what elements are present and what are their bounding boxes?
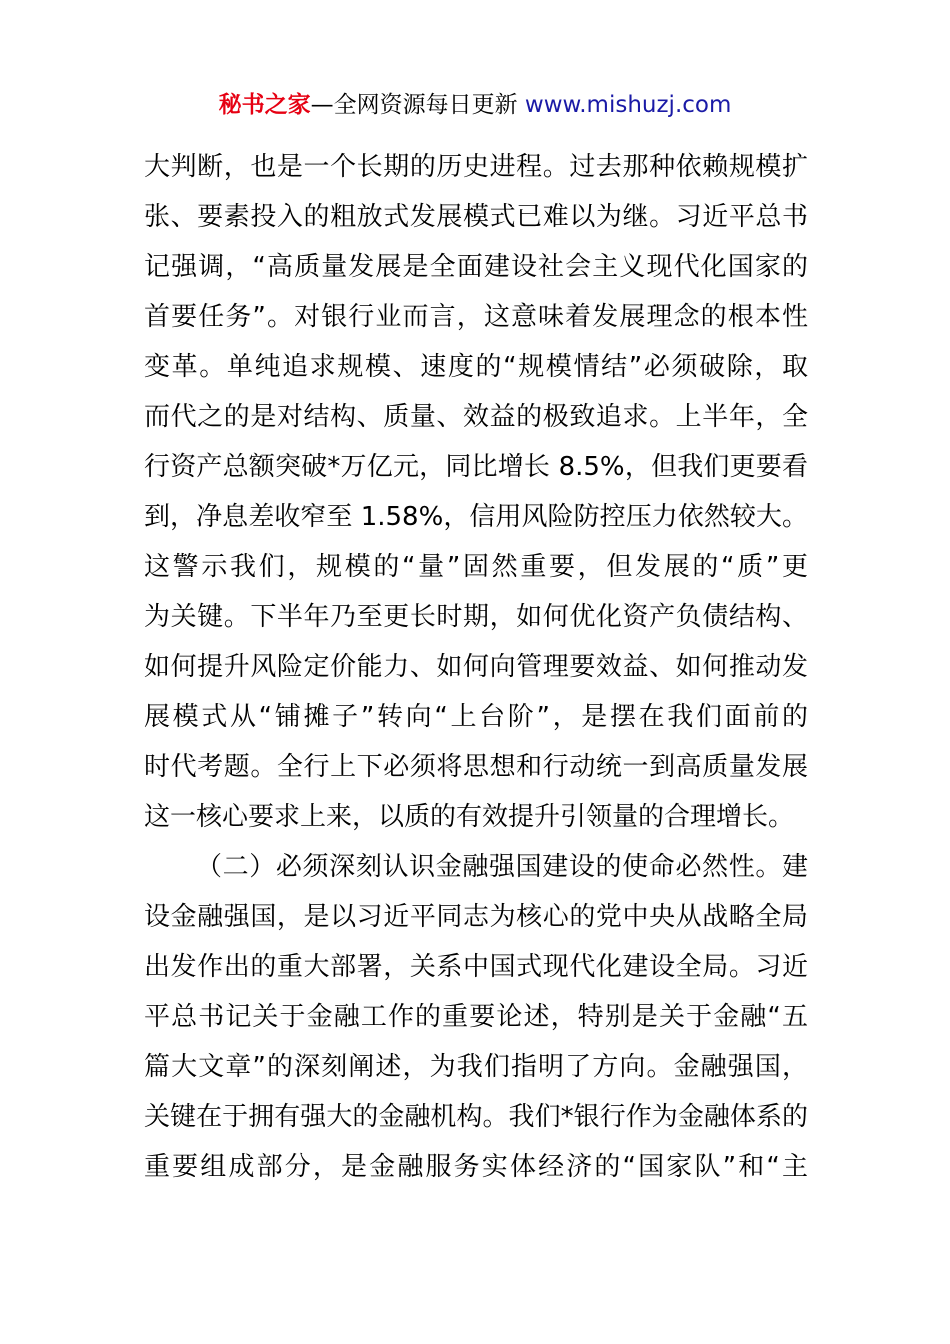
text-line: 重要组成部分，是金融服务实体经济的“国家队”和“主 <box>144 1152 808 1182</box>
text-line: 大判断，也是一个长期的历史进程。过去那种依赖规模扩 <box>144 152 808 182</box>
text-line: 记强调，“高质量发展是全面建设社会主义现代化国家的 <box>144 252 808 282</box>
text-line: 行资产总额突破*万亿元，同比增长 8.5%，但我们更要看 <box>144 452 808 482</box>
text-line: 如何提升风险定价能力、如何向管理要效益、如何推动发 <box>144 652 808 682</box>
text-line: 时代考题。全行上下必须将思想和行动统一到高质量发展 <box>144 752 808 782</box>
text-line: 首要任务”。对银行业而言，这意味着发展理念的根本性 <box>144 302 808 332</box>
text-line: 这一核心要求上来，以质的有效提升引领量的合理增长。 <box>144 802 795 832</box>
section-heading-line: （二）必须深刻认识金融强国建设的使命必然性。建 <box>196 852 808 882</box>
text-line: 到，净息差收窄至 1.58%，信用风险防控压力依然较大。 <box>144 502 808 532</box>
text-line: 而代之的是对结构、质量、效益的极致追求。上半年，全 <box>144 402 808 432</box>
text-line: 关键在于拥有强大的金融机构。我们*银行作为金融体系的 <box>144 1102 808 1132</box>
site-url-link[interactable]: www.mishuzj.com <box>524 92 732 118</box>
header-tagline: —全网资源每日更新 <box>310 92 525 118</box>
brand-name: 秘书之家 <box>218 92 311 118</box>
document-body <box>144 142 808 1192</box>
site-header <box>0 88 950 122</box>
text-line: 设金融强国，是以习近平同志为核心的党中央从战略全局 <box>144 902 808 932</box>
text-line: 展模式从“铺摊子”转向“上台阶”，是摆在我们面前的 <box>144 702 808 732</box>
text-line: 为关键。下半年乃至更长时期，如何优化资产负债结构、 <box>144 602 808 632</box>
text-line: 这警示我们，规模的“量”固然重要，但发展的“质”更 <box>144 552 808 582</box>
text-line: 篇大文章”的深刻阐述，为我们指明了方向。金融强国， <box>144 1052 808 1082</box>
text-line: 出发作出的重大部署，关系中国式现代化建设全局。习近 <box>144 952 808 982</box>
text-line: 张、要素投入的粗放式发展模式已难以为继。习近平总书 <box>144 202 808 232</box>
text-line: 变革。单纯追求规模、速度的“规模情结”必须破除，取 <box>144 352 808 382</box>
text-line: 平总书记关于金融工作的重要论述，特别是关于金融“五 <box>144 1002 808 1032</box>
